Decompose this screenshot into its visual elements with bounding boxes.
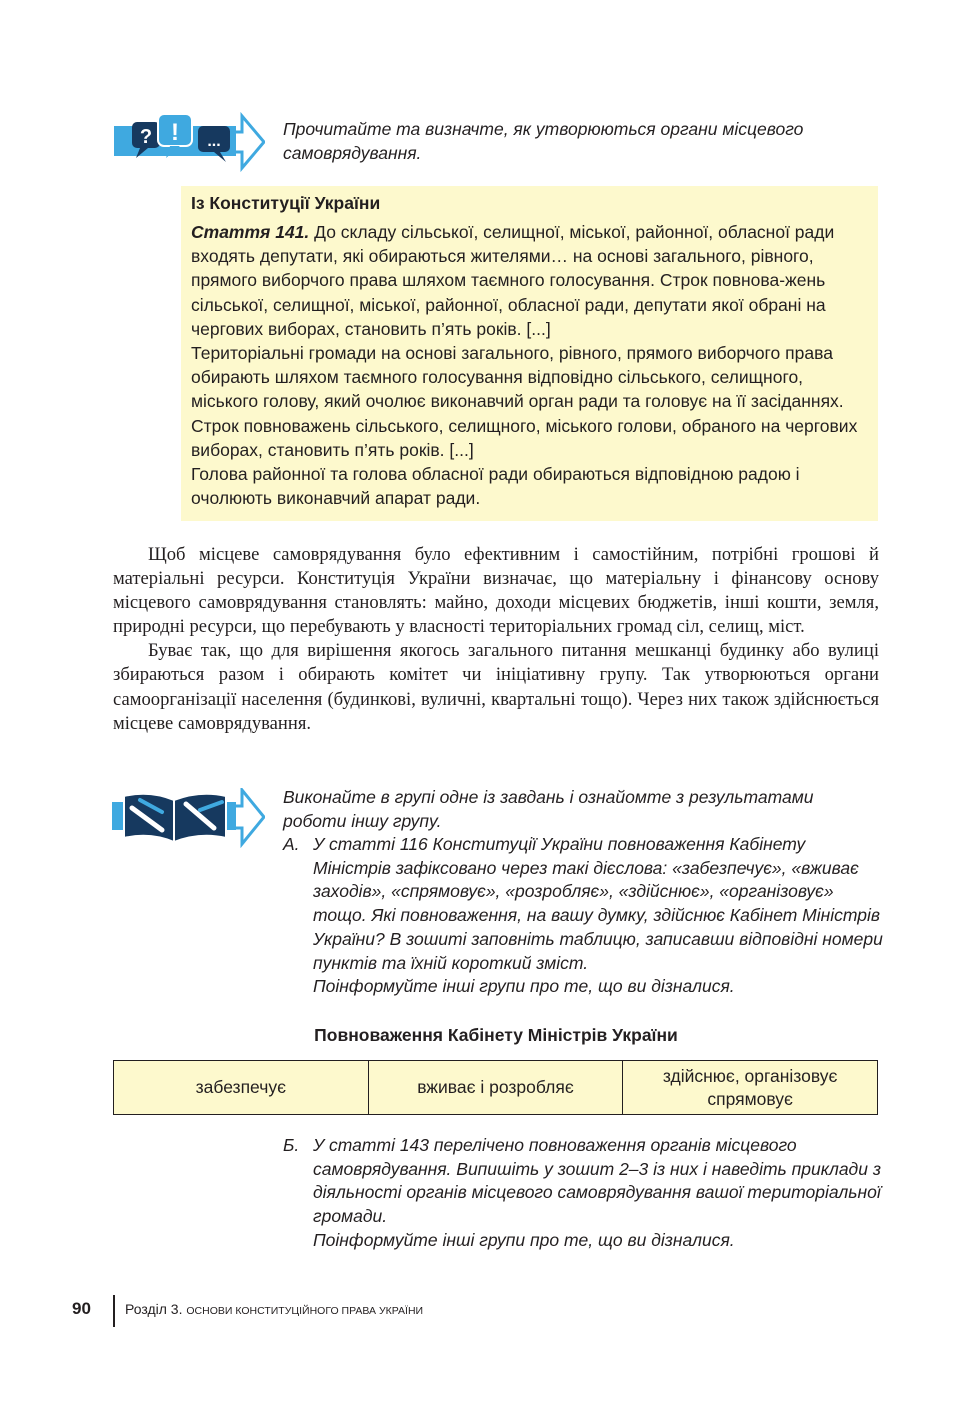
task-item [283,833,883,999]
task-a [283,833,883,999]
section-title: ОСНОВИ КОНСТИТУЦІЙНОГО ПРАВА УКРАЇНИ [186,1305,424,1317]
quote-paragraph: Голова районної та голова обласної ради обираються відповідною радою і очолюють виконавчий апарат ради. [191,464,800,509]
svg-text:!: ! [171,119,179,146]
constitution-quote-box [181,186,878,521]
svg-text:...: ... [207,133,221,150]
books-pens-icon [110,788,265,848]
task-inform: Поінформуйте інші групи про те, що ви дізналися. [313,976,735,997]
task-marker: Б. [283,1135,300,1155]
task-inform: Поінформуйте інші групи про те, що ви дізналися. [313,1229,735,1250]
quote-paragraph: Стаття 141. До складу сільської, селищної, міської, районної, обласної ради входять депутати, які обираються жителями… на основі загального, рівного, прямого виборчого права шляхом таємного голосування. Строк повнова-жень сільської, селищної, міської, районної, обласної ради, депутати якої обрані на чергових виборах, становить п’ять років. [...] [191,222,835,339]
main-text [113,543,879,736]
task-item [283,1134,883,1253]
task-text: У статті 116 Конституції України повноваження Кабінету Міністрів зафіксовано через такі дієслова: «забезпечує», «вживає заходів», «спрямовує», «розробляє», «здійснює», «організовує» тощо. Які повноваження, на вашу думку, здійснює Кабінет Міністрів України? В зошиті заповніть таблицю, записавши відповідні номери пунктів та їхній короткий зміст. [313,834,883,973]
group-task-prompt: Виконайте в групі одне із завдань і ознайомте з результатами роботи іншу групу. [283,787,814,831]
table-cell: забезпечує [114,1061,369,1115]
discussion-bubbles-icon [110,112,265,172]
table-cell: вживає і розробляє [368,1061,623,1115]
quote-paragraph: Територіальні громади на основі загального, рівного, прямого виборчого права обирають шляхом таємного голосування відповідно сільського, селищного, міського голову, який очолює виконавчий орган ради та головує на її засіданнях. Строк повноважень сільського, селищного, міського голови, обраного на чергових виборах, становить п’ять років. [...] [191,343,858,460]
body-paragraph: Буває так, що для вирішення якогось загального питання мешканці будинку або вулиці збираються разом і обирають комітет чи ініціативну групу. Так утворюються органи самоорганізації населення (будинкові, вуличні, квартальні тощо). Через них також здійснюється місцеве самоврядування. [113,640,879,734]
article-label: Стаття 141. [191,222,310,242]
svg-text:?: ? [139,126,153,148]
body-paragraph: Щоб місцеве самоврядування було ефективним і самостійним, потрібні грошові й матеріальні ресурси. Конституція України визначає, що матеріальну і фінансову основу місцевого самоврядування становлять: майно, доходи місцевих бюджетів, інші кошти, земля, природні ресурси, що перебувають у власності територіальних громад сіл, селищ, міст. [113,544,879,638]
page-number: 90 [72,1299,91,1318]
table-cell: здійснює, організовує спрямовує [623,1061,878,1115]
table-title: Повноваження Кабінету Міністрів України [314,1025,678,1045]
footer-divider [113,1295,115,1327]
section-label: Розділ 3. ОСНОВИ КОНСТИТУЦІЙНОГО ПРАВА УКРАЇНИ [125,1301,424,1317]
powers-table [113,1060,878,1115]
task-marker: А. [283,834,300,854]
discussion-prompt: Прочитайте та визначте, як утворюються органи місцевого самоврядування. [283,119,804,163]
task-b [283,1134,883,1253]
table-row [114,1061,878,1115]
task-text: У статті 143 перелічено повноваження органів місцевого самоврядування. Випишіть у зошит 2–3 із них і наведіть приклади з діяльності органів місцевого самоврядування вашої територіальної громади. [313,1135,881,1227]
quote-title: Із Конституції України [191,193,381,213]
